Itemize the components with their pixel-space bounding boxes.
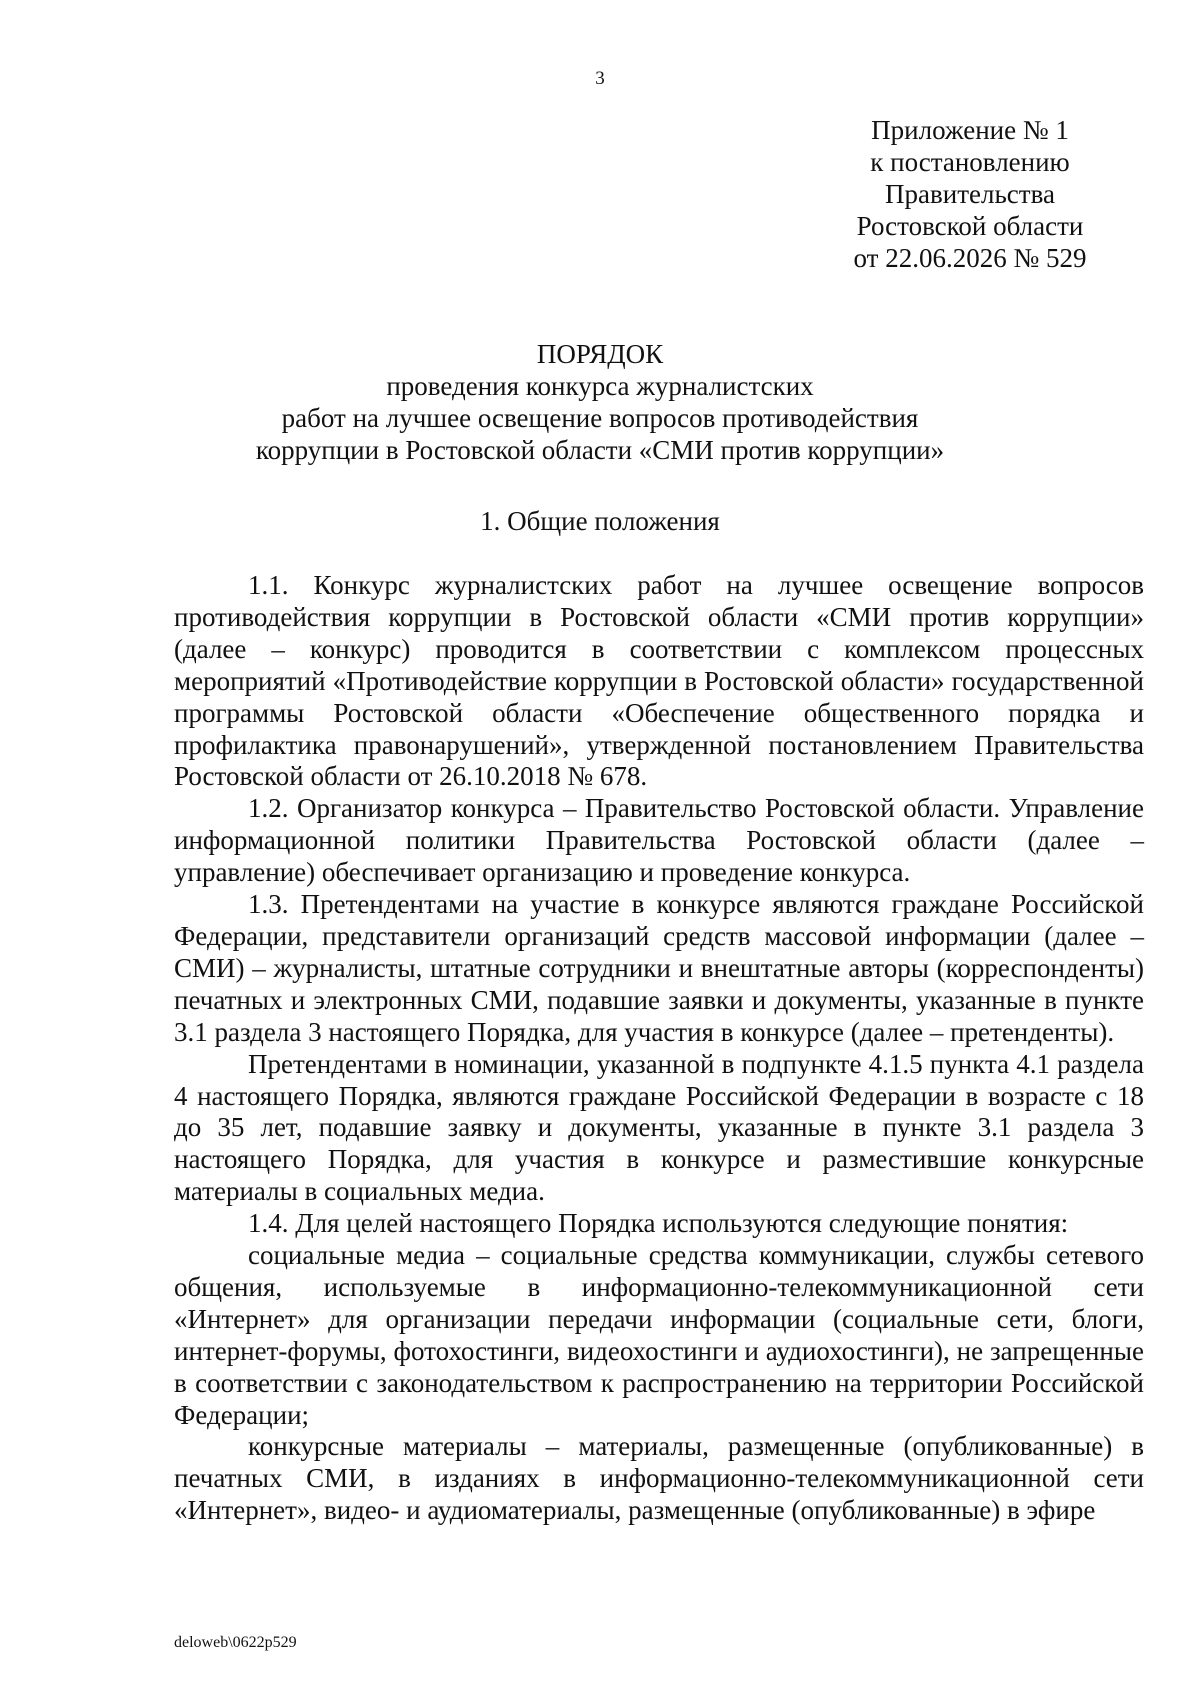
paragraph-social-media: социальные медиа – социальные средства коммуникации, службы сетевого общения, используемые в информационно-телекоммуникационной сети «Интернет» для организации передачи информации (социальные сети, блоги, интернет-форумы, фотохостинги, видеохостинги и аудиохостинги), не запрещенные в соответствии с законодательством к распространению на территории Российской Федерации; bbox=[174, 1240, 1144, 1430]
appendix-line: Правительства bbox=[885, 179, 1055, 209]
paragraph-1-3: 1.3. Претендентами на участие в конкурсе являются граждане Российской Федерации, представители организаций средств массовой информации (далее – СМИ) – журналисты, штатные сотрудники и внештатные авторы (корреспонденты) печатных и электронных СМИ, подавшие заявки и документы, указанные в пункте 3.1 раздела 3 настоящего Порядка, для участия в конкурсе (далее – претенденты). bbox=[174, 889, 1144, 1047]
document-body bbox=[174, 570, 1144, 1527]
appendix-line: Ростовской области bbox=[856, 211, 1084, 241]
title-line: работ на лучшее освещение вопросов противодействия bbox=[281, 403, 919, 433]
footer-file-code: deloweb\0622p529 bbox=[174, 1634, 297, 1651]
title-heading: ПОРЯДОК bbox=[536, 339, 664, 369]
title-line: проведения конкурса журналистских bbox=[386, 371, 814, 401]
section-heading: 1. Общие положения bbox=[480, 506, 720, 536]
paragraph-1-2: 1.2. Организатор конкурса – Правительство Ростовской области. Управление информационной политики Правительства Ростовской области (далее – управление) обеспечивает организацию и проведение конкурса. bbox=[174, 793, 1144, 888]
appendix-line: к постановлению bbox=[870, 147, 1070, 177]
paragraph-nomination: Претендентами в номинации, указанной в подпункте 4.1.5 пункта 4.1 раздела 4 настоящего Порядка, являются граждане Российской Федерации в возрасте с 18 до 35 лет, подавшие заявку и документы, указанные в пункте 3.1 раздела 3 настоящего Порядка, для участия в конкурсе и разместившие конкурсные материалы в социальных медиа. bbox=[174, 1048, 1144, 1207]
paragraph-1-4: 1.4. Для целей настоящего Порядка используются следующие понятия: bbox=[248, 1208, 1069, 1239]
paragraph-1-1: 1.1. Конкурс журналистских работ на лучшее освещение вопросов противодействия коррупции в Ростовской области «СМИ против коррупции» (далее – конкурс) проводится в соответствии с комплексом процессных мероприятий «Противодействие коррупции в Ростовской области» государственной программы Ростовской области «Обеспечение общественного порядка и профилактика правонарушений», утвержденной постановлением Правительства Ростовской области от 26.10.2018 № 678. bbox=[174, 570, 1144, 792]
title-line: коррупции в Ростовской области «СМИ против коррупции» bbox=[255, 435, 945, 465]
page-number: 3 bbox=[595, 68, 605, 89]
appendix-header bbox=[820, 114, 1120, 274]
paragraph-contest-materials: конкурсные материалы – материалы, размещенные (опубликованные) в печатных СМИ, в изданиях в информационно-телекоммуникационной сети «Интернет», видео- и аудиоматериалы, размещенные (опубликованные) в эфире bbox=[174, 1431, 1144, 1526]
document-title bbox=[0, 338, 1200, 466]
appendix-line: от 22.06.2026 № 529 bbox=[853, 243, 1087, 273]
appendix-line: Приложение № 1 bbox=[871, 115, 1069, 145]
